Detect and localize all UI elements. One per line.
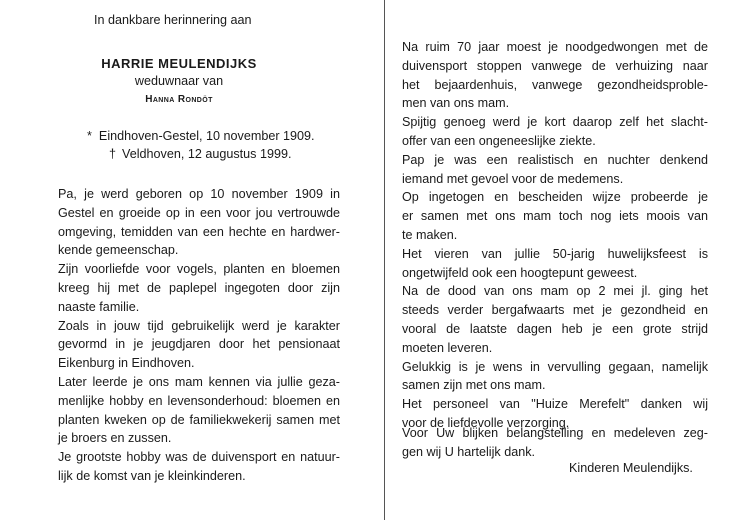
right-paragraphs (402, 38, 708, 433)
text-line: Later leerde je ons mam kennen via jullie geza- (58, 374, 340, 389)
text-line: je broers en zussen. (58, 431, 172, 446)
text-line: Pap je was een realistisch en nuchter denkend (402, 152, 708, 167)
signature: Kinderen Meulendijks. (569, 461, 693, 475)
text-line: Het vieren van jullie 50-jarig huwelijksfeest is (402, 246, 708, 261)
text-line: Zijn voorliefde voor vogels, planten en bloemen (58, 262, 340, 277)
text-line: Op ingetogen en bescheiden wijze probeerde je (402, 190, 708, 205)
text-line: omgeving, temidden van een hechte en hardwer- (58, 224, 340, 239)
text-line: gen wij U hartelijk dank. (402, 444, 535, 459)
text-line: steeds verder bergafwaarts met je gezondheid en (402, 303, 708, 318)
birth-line (58, 129, 340, 143)
birth-text: Eindhoven-Gestel, 10 november 1909. (98, 129, 315, 143)
text-line: menlijke hobby en levensonderhoud: bloemen en (58, 393, 340, 408)
deceased-name: HARRIE MEULENDIJKS (101, 56, 257, 71)
text-line: Gestel en groeide op in een voor jou vertrouwde (58, 205, 340, 220)
cross-symbol: † (109, 147, 117, 161)
fold-divider (384, 0, 385, 520)
text-line: voor de liefdevolle verzorging. (402, 415, 570, 430)
death-line (58, 147, 340, 161)
text-line: Je grootste hobby was de duivensport en natuur- (58, 450, 340, 465)
text-line: Pa, je werd geboren op 10 november 1909 in (58, 187, 340, 201)
text-line: duivensport stoppen vanwege de verhuizing naar (402, 58, 708, 73)
text-line: vooral de laatste dagen heb je een grote strijd (402, 321, 708, 336)
text-line: iemand met gevoel voor de medemens. (402, 171, 624, 186)
text-line: offer van een ongeneeslijke ziekte. (402, 133, 596, 148)
text-line: er samen met ons mam toch nog iets moois van (402, 209, 708, 224)
text-line: kreeg hij met de paplepel ingegoten door zijn (58, 280, 340, 295)
text-line: naaste familie. (58, 299, 140, 314)
text-line: te maken. (402, 227, 458, 242)
text-line: het bejaardenhuis, vanwege gezondheidsproble- (402, 77, 708, 92)
text-line: Spijtig genoeg werd je kort daarop zelf het slacht- (402, 115, 708, 130)
text-line: kende gemeenschap. (58, 243, 179, 258)
text-line: Zoals in jouw tijd gebruikelijk werd je karakter (58, 318, 340, 333)
text-line: lijk de komst van je kleinkinderen. (58, 468, 246, 483)
text-line: moeten leveren. (402, 340, 493, 355)
text-line: Na ruim 70 jaar moest je noodgedwongen met de (402, 40, 708, 54)
text-line: Eikenburg in Eindhoven. (58, 356, 195, 371)
death-text: Veldhoven, 12 augustus 1999. (122, 147, 292, 161)
birth-symbol: * (86, 129, 92, 143)
intro-text: In dankbare herinnering aan (94, 13, 252, 27)
text-line: gevormd in je jeugdjaren door het pensionaat (58, 337, 340, 352)
text-line: Na de dood van ons mam op 2 mei jl. ging het (402, 284, 708, 299)
text-line: samen zijn met ons mam. (402, 378, 546, 393)
text-line: Het personeel van "Huize Merefelt" danken wij (402, 397, 708, 412)
text-line: men van ons mam. (402, 96, 510, 111)
thanks-paragraph (402, 424, 708, 462)
left-paragraphs (58, 185, 340, 486)
text-line: ongetwijfeld ook een hoogtepunt geweest. (402, 265, 638, 280)
text-line: planten kweken op de familiekwekerij samen met (58, 412, 340, 427)
widow-label: weduwnaar van (134, 74, 224, 88)
text-line: Gelukkig is je wens in vervulling gegaan, namelijk (402, 359, 708, 374)
text-line: Voor Uw blijken belangstelling en medeleven zeg- (402, 426, 708, 440)
spouse-name: Hanna Rondöt (145, 94, 213, 105)
